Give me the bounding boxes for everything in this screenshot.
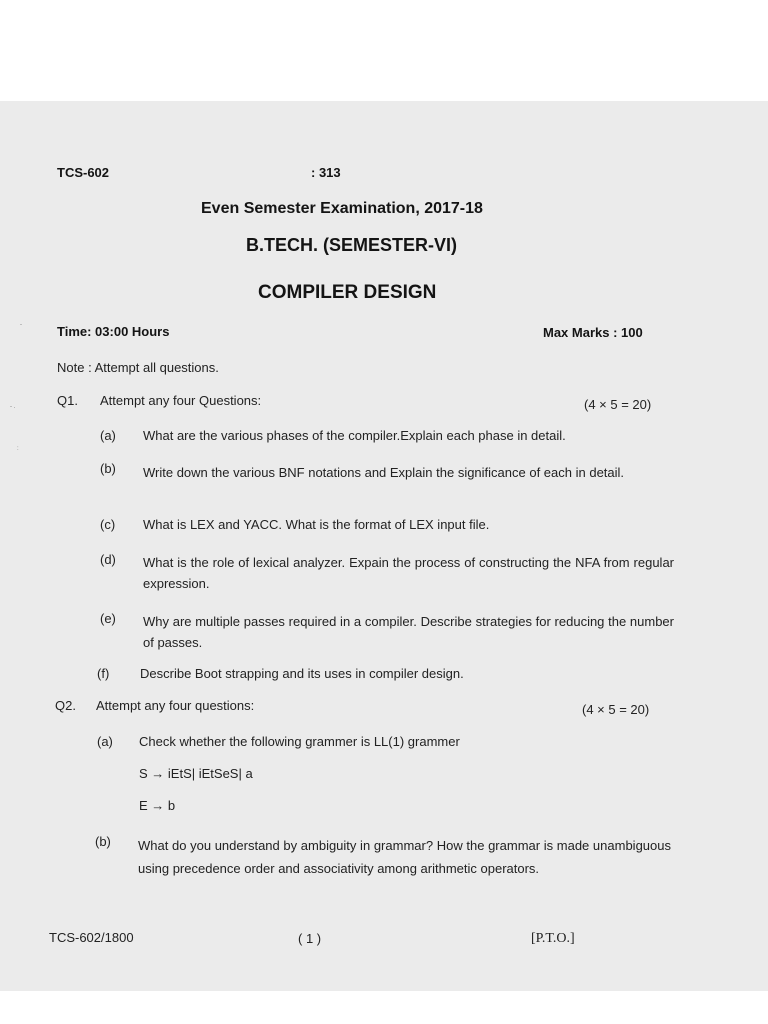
margin-mark: - . <box>10 404 16 410</box>
q2-number: Q2. <box>55 698 76 713</box>
page-number: ( 1 ) <box>298 931 322 946</box>
q2-part-text: What do you understand by ambiguity in grammar? How the grammar is made unambiguous using precedence order and associativity among arithmetic operators. <box>138 838 671 876</box>
note-text: Attempt all questions. <box>94 360 219 375</box>
margin-mark: : <box>17 446 19 452</box>
q1-part-text: What is the role of lexical analyzer. Expain the process of constructing the NFA from regular expression. <box>143 555 674 591</box>
subject-title: COMPILER DESIGN <box>258 282 437 303</box>
pto-label: [P.T.O.] <box>531 931 575 946</box>
exam-time: Time: 03:00 Hours <box>57 324 170 339</box>
paper-number: : 313 <box>311 165 341 180</box>
q2-part-label: (b) <box>95 834 111 849</box>
q1-part-text: What is LEX and YACC. What is the format of LEX input file. <box>143 517 490 532</box>
margin-mark: - <box>20 322 22 328</box>
q1-part-text: Write down the various BNF notations and Explain the significance of each in detail. <box>143 465 625 480</box>
q1-part-label: (e) <box>100 611 116 626</box>
note-label: Note : <box>57 360 92 375</box>
q1-number: Q1. <box>57 393 78 408</box>
exam-title: Even Semester Examination, 2017-18 <box>201 200 483 217</box>
grammar-rule: E → b <box>139 798 176 813</box>
q1-part-label: (a) <box>100 428 116 443</box>
q1-part-label: (b) <box>100 461 116 476</box>
paper-code: TCS-602 <box>57 165 110 180</box>
note <box>57 360 219 375</box>
q2-part-label: (a) <box>97 734 113 749</box>
q1-part-text: Describe Boot strapping and its uses in compiler design. <box>140 666 464 681</box>
q2-instruction: Attempt any four questions: <box>96 698 255 713</box>
q2-part-text: Check whether the following grammer is LL(1) grammer <box>139 734 460 749</box>
q1-part-label: (f) <box>97 666 110 681</box>
max-marks: Max Marks : 100 <box>543 325 643 340</box>
degree-title: B.TECH. (SEMESTER-VI) <box>246 235 458 255</box>
footer-code: TCS-602/1800 <box>49 930 134 945</box>
q1-marks: (4 × 5 = 20) <box>584 397 652 412</box>
q1-instruction: Attempt any four Questions: <box>100 393 262 408</box>
q1-part-label: (c) <box>100 517 116 532</box>
q1-part-label: (d) <box>100 552 116 567</box>
q1-part-text: Why are multiple passes required in a compiler. Describe strategies for reducing the number of passes. <box>143 614 674 650</box>
q2-marks: (4 × 5 = 20) <box>582 702 650 717</box>
q1-part-text: What are the various phases of the compiler.Explain each phase in detail. <box>143 428 566 443</box>
grammar-rule: S → iEtS| iEtSeS| a <box>139 766 253 781</box>
